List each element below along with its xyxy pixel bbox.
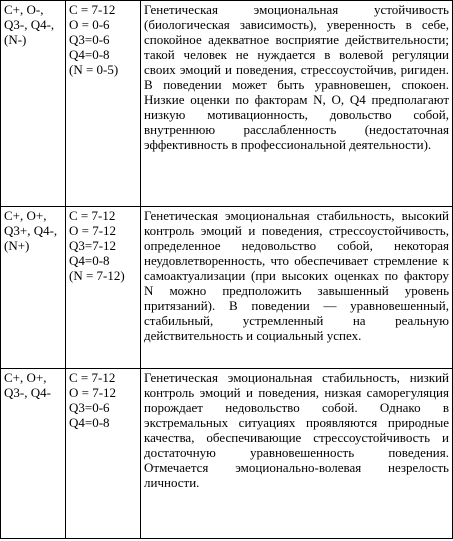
norm-line: O = 0-6 [69,17,110,32]
norm-line: Q4=0-8 [69,47,110,62]
description-text: Генетическая эмоциональная стабильность, высокий контроль эмоций и поведения, стрессоустойчивость, определенное недовольство собой, некоторая неудовлетворенность, что обеспечивает стремление к самоактуализации (при высоких оценках по фактору N можно предположить завышенный уровень притязаний). В поведении — уравновешенный, стабильный, устремленный на реальную действительность и социальный успех. [144,208,449,343]
description-text: Генетическая эмоциональная стабильность, низкий контроль эмоций и поведения, низкая саморегуляция порождает недовольство собой. Однако в экстремальных ситуациях проявляются природные качества, обеспечивающие стрессоустойчивость и достаточную уравновешенность поведения. Отмечается эмоционально-волевая незрелость личности. [144,370,449,490]
factor-line: Q3+, Q4-, [4,223,58,238]
norm-line: Q3=7-12 [69,238,117,253]
norm-line: O = 7-12 [69,385,117,400]
factor-line: (N+) [4,238,30,253]
norm-line: (N = 7-12) [69,268,125,283]
factor-combination-cell [1,369,66,539]
table-row [1,369,453,539]
factor-line: C+, O+, [4,370,47,385]
norms-cell [66,1,141,207]
norms-cell [66,369,141,539]
description-cell [141,1,453,207]
factor-line: C+, O+, [4,208,47,223]
description-cell [141,369,453,539]
description-text: Генетическая эмоциональная устойчивость (биологическая зависимость), уверенность в себе, спокойное адекватное восприятие действительности; такой человек не нуждается в волевой регуляции своих эмоций и поведения, стрессоустойчив, ригиден. В поведении может быть уравновешен, спокоен. Низкие оценки по факторам N, O, Q4 предполагают низкую мотивационность, довольство собой, внутреннюю расслабленность (недостаточная эффективность в профессиональной деятельности). [144,2,449,152]
factor-line: (N-) [4,32,27,47]
norm-line: Q3=0-6 [69,400,110,415]
norm-line: C = 7-12 [69,2,116,17]
norm-line: O = 7-12 [69,223,117,238]
description-cell [141,207,453,369]
norm-line: C = 7-12 [69,370,116,385]
norm-line: Q4=0-8 [69,253,110,268]
norms-cell [66,207,141,369]
table-row [1,1,453,207]
norm-line: Q4=0-8 [69,415,110,430]
factor-combination-cell [1,207,66,369]
norm-line: (N = 0-5) [69,62,119,77]
norm-line: Q3=0-6 [69,32,110,47]
factor-line: Q3-, Q4-, [4,17,55,32]
factor-combination-cell [1,1,66,207]
table-row [1,207,453,369]
factor-line: Q3-, Q4- [4,385,51,400]
factor-line: C+, O-, [4,2,44,17]
norm-line: C = 7-12 [69,208,116,223]
